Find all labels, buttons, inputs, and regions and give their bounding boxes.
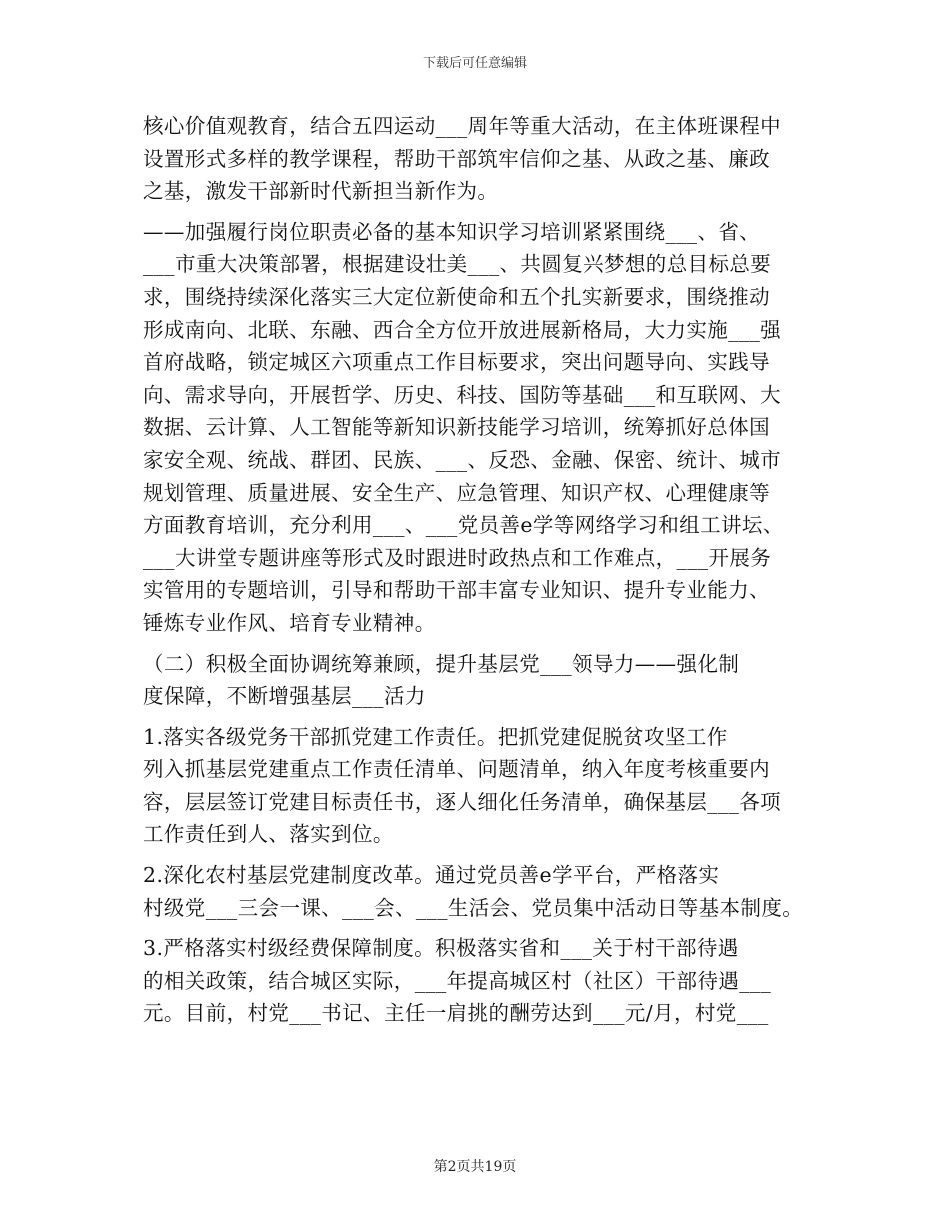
text-line: ——加强履行岗位职责必备的基本知识学习培训紧紧围绕___、省、 xyxy=(143,219,761,244)
document-body xyxy=(143,110,813,1030)
text-line: 求，围绕持续深化落实三大定位新使命和五个扎实新要求，围绕推动 xyxy=(143,284,770,309)
text-line: 向、需求导向，开展哲学、历史、科技、国防等基础___和互联网、大 xyxy=(143,382,782,407)
page-footer: 第2页共19页 xyxy=(433,1159,517,1175)
paragraph xyxy=(143,859,813,924)
page-header: 下载后可任意编辑 xyxy=(422,56,527,71)
text-line: 村级党___三会一课、___会、___生活会、党员集中活动日等基本制度。 xyxy=(143,895,804,920)
text-line: 列入抓基层党建重点工作责任清单、问题清单，纳入年度考核重要内 xyxy=(143,757,770,782)
paragraph-gap xyxy=(143,640,813,648)
paragraph-gap xyxy=(143,208,813,216)
paragraph xyxy=(143,110,813,208)
text-line: ___市重大决策部署，根据建设壮美___、共圆复兴梦想的总目标总要 xyxy=(143,252,772,277)
paragraph xyxy=(143,932,813,1030)
paragraph xyxy=(143,648,813,713)
paragraph xyxy=(143,216,813,640)
text-line: 元。目前，村党___书记、主任一肩挑的酬劳达到___元/月，村党___ xyxy=(143,1001,769,1026)
text-line: 容，层层签订党建目标责任书，逐人细化任务清单，确保基层___各项 xyxy=(143,789,782,814)
paragraph-gap xyxy=(143,924,813,932)
text-line: 实管用的专题培训，引导和帮助干部丰富专业知识、提升专业能力、 xyxy=(143,578,770,603)
text-line: 规划管理、质量进展、安全生产、应急管理、知识产权、心理健康等 xyxy=(143,480,770,505)
text-line: 方面教育培训，充分利用___、___党员善e学等网络学习和组工讲坛、 xyxy=(143,513,784,538)
paragraph-gap xyxy=(143,713,813,721)
text-line: 1.落实各级党务干部抓党建工作责任。把抓党建促脱贫攻坚工作 xyxy=(143,724,728,749)
text-line: 形成南向、北联、东融、西合全方位开放进展新格局，大力实施___强 xyxy=(143,317,782,342)
text-line: 的相关政策，结合城区实际，___年提高城区村（社区）干部待遇___ xyxy=(143,968,772,993)
text-line: （二）积极全面协调统筹兼顾，提升基层党___领导力——强化制 xyxy=(143,651,740,676)
text-line: 3.严格落实村级经费保障制度。积极落实省和___关于村干部待遇 xyxy=(143,936,739,961)
text-line: 工作责任到人、落实到位。 xyxy=(143,822,394,847)
paragraph-gap xyxy=(143,851,813,859)
text-line: 数据、云计算、人工智能等新知识新技能学习培训，统筹抓好总体国 xyxy=(143,415,770,440)
text-line: 设置形式多样的教学课程，帮助干部筑牢信仰之基、从政之基、廉政 xyxy=(143,146,770,171)
text-line: 核心价值观教育，结合五四运动___周年等重大活动，在主体班课程中 xyxy=(143,114,782,138)
paragraph xyxy=(143,721,813,851)
text-line: 锤炼专业作风、培育专业精神。 xyxy=(143,610,436,635)
text-line: 2.深化农村基层党建制度改革。通过党员善e学平台，严格落实 xyxy=(143,863,720,888)
text-line: 度保障，不断增强基层___活力 xyxy=(143,684,426,709)
text-line: 家安全观、统战、群团、民族、___、反恐、金融、保密、统计、城市 xyxy=(143,447,782,472)
text-line: ___大讲堂专题讲座等形式及时跟进时政热点和工作难点，___开展务 xyxy=(143,545,772,570)
text-line: 之基，激发干部新时代新担当新作为。 xyxy=(143,179,499,204)
text-line: 首府战略，锁定城区六项重点工作目标要求，突出问题导向、实践导 xyxy=(143,350,770,375)
